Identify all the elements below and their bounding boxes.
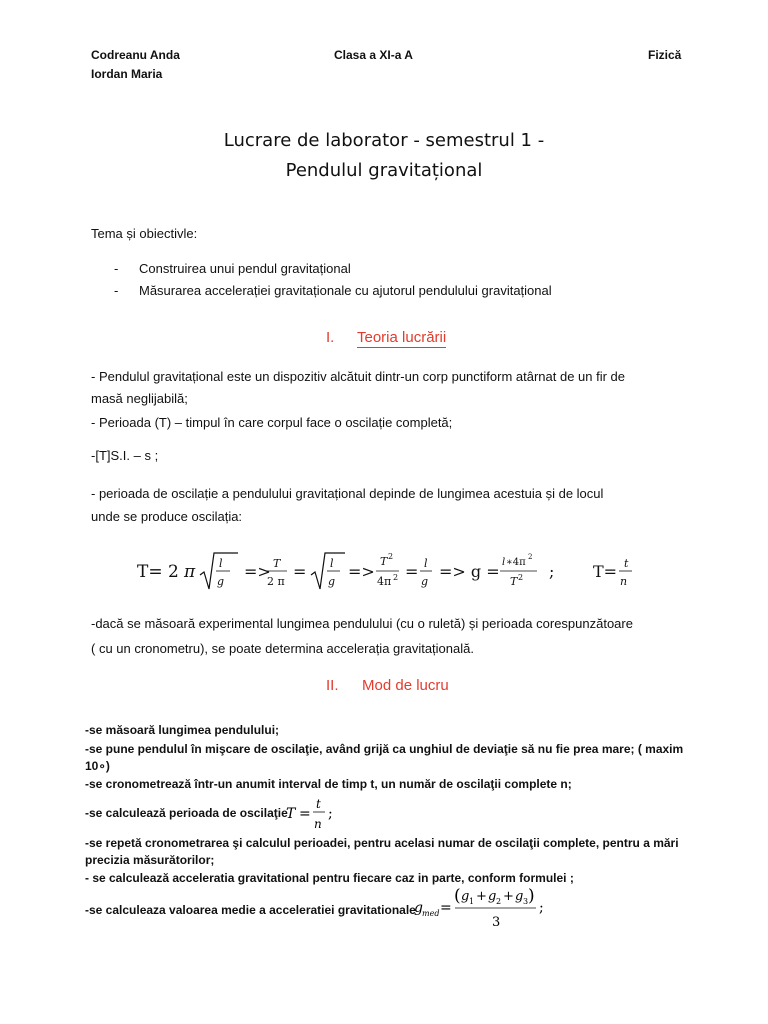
svg-text:t: t: [316, 797, 321, 811]
svg-text:T: T: [286, 806, 296, 822]
step-item: -se cronometrează într-un anumit interval de timp t, un număr de oscilaţii complete n;: [85, 777, 572, 791]
svg-text:l: l: [502, 557, 506, 568]
authors: [91, 46, 180, 84]
svg-text:4π: 4π: [377, 575, 392, 588]
svg-text:2: 2: [518, 573, 524, 582]
svg-text:T: T: [273, 557, 281, 570]
svg-text:=: =: [293, 562, 307, 581]
subject-name: Fizică: [648, 48, 682, 62]
svg-text:n: n: [620, 575, 628, 588]
svg-text:=> g =: => g =: [439, 562, 500, 581]
svg-text:g: g: [414, 900, 423, 916]
svg-text:=: =: [299, 806, 311, 822]
svg-text:=: =: [405, 562, 419, 581]
svg-text:(: (: [454, 886, 461, 906]
svg-text:;: ;: [539, 900, 544, 916]
svg-text:g: g: [488, 889, 497, 904]
paragraph: - perioada de oscilație a pendulului gravitațional depinde de lungimea acestuia și de locul: [91, 486, 604, 501]
paragraph: - Perioada (T) – timpul în care corpul face o oscilație completă;: [91, 415, 453, 430]
svg-text:+: +: [476, 889, 487, 904]
svg-text:;: ;: [328, 806, 333, 822]
svg-text:1: 1: [469, 897, 475, 906]
section-title: Mod de lucru: [362, 677, 449, 694]
svg-text:g: g: [421, 575, 429, 588]
svg-text:T: T: [380, 555, 388, 568]
paragraph: ( cu un cronometru), se poate determina accelerația gravitațională.: [91, 641, 474, 656]
svg-text:T=: T=: [593, 562, 618, 581]
section-number: II.: [326, 677, 339, 694]
svg-text:2: 2: [496, 897, 502, 906]
paragraph: - Pendulul gravitațional este un dispozitiv alcătuit dintr-un corp punctiform atârnat de un fir de: [91, 369, 626, 384]
svg-text:l: l: [424, 557, 428, 570]
svg-text:∗4π: ∗4π: [506, 557, 526, 568]
svg-text:=>: =>: [348, 562, 375, 581]
svg-text:2 π: 2 π: [267, 575, 285, 588]
svg-text:=: =: [440, 900, 452, 916]
step-item: -se măsoară lungimea pendulului;: [85, 723, 280, 737]
svg-text:n: n: [314, 817, 322, 831]
svg-text:;: ;: [549, 562, 555, 581]
svg-text:): ): [528, 886, 535, 906]
step-item: -se calculează perioada de oscilaţie: [85, 806, 288, 820]
section-title: Teoria lucrării: [357, 329, 447, 346]
svg-text:2: 2: [393, 573, 399, 582]
author-2: Iordan Maria: [91, 67, 163, 81]
si-unit-line: -[T]S.I. – s ;: [91, 448, 159, 463]
objectives-heading: Tema și obiectivle:: [91, 226, 198, 241]
svg-text:t: t: [624, 557, 629, 570]
bullet-dash: -: [114, 261, 119, 276]
svg-text:l: l: [219, 557, 223, 570]
title-line-2: Pendulul gravitațional: [285, 160, 483, 181]
objective-text: Măsurarea accelerației gravitaționale cu ajutorul pendulului gravitațional: [139, 283, 552, 298]
step-item: precizia măsurătorilor;: [85, 853, 215, 867]
step-item: - se calculează acceleratia gravitational pentru fiecare caz in parte, conform formulei ;: [85, 871, 574, 885]
svg-text:π: π: [184, 562, 196, 582]
svg-text:g: g: [217, 575, 225, 588]
svg-text:g: g: [461, 889, 470, 904]
svg-text:g: g: [515, 889, 524, 904]
class-name: Clasa a XI-a A: [334, 48, 413, 62]
period-formula: [0, 545, 768, 595]
author-1: Codreanu Anda: [91, 48, 180, 62]
svg-text:2: 2: [388, 552, 394, 561]
section-number: I.: [326, 329, 335, 346]
svg-text:T: T: [510, 575, 518, 588]
mean-g-formula: [412, 882, 562, 932]
title-line-1: Lucrare de laborator - semestrul 1 -: [223, 130, 545, 151]
step-item: -se repetă cronometrarea şi calculul perioadei, pentru acelasi numar de oscilaţii complete, pentru a mări: [85, 836, 679, 850]
svg-text:3: 3: [492, 915, 501, 930]
paragraph: masă neglijabilă;: [91, 391, 188, 406]
paragraph: -dacă se măsoară experimental lungimea pendulului (cu o ruletă) și perioada corespunzătoare: [91, 616, 633, 631]
svg-text:3: 3: [523, 897, 529, 906]
svg-text:l: l: [330, 557, 334, 570]
svg-text:g: g: [328, 575, 336, 588]
svg-text:2: 2: [528, 553, 533, 561]
svg-text:med: med: [422, 909, 440, 918]
step-item: -se calculeaza valoarea medie a acceleratiei gravitationale: [85, 903, 416, 917]
svg-text:T= 2: T= 2: [137, 562, 179, 582]
objective-text: Construirea unui pendul gravitațional: [139, 261, 351, 276]
step-item: -se pune pendulul în mişcare de oscilaţie, având grijă ca unghiul de deviaţie să nu fie prea mare; ( maxim: [85, 742, 684, 756]
bullet-dash: -: [114, 283, 119, 298]
period-formula-inline: [284, 794, 344, 834]
svg-text:+: +: [503, 889, 514, 904]
step-item: 10∘): [85, 759, 110, 773]
svg-text:=>: =>: [244, 562, 271, 581]
paragraph: unde se produce oscilația:: [91, 509, 243, 524]
